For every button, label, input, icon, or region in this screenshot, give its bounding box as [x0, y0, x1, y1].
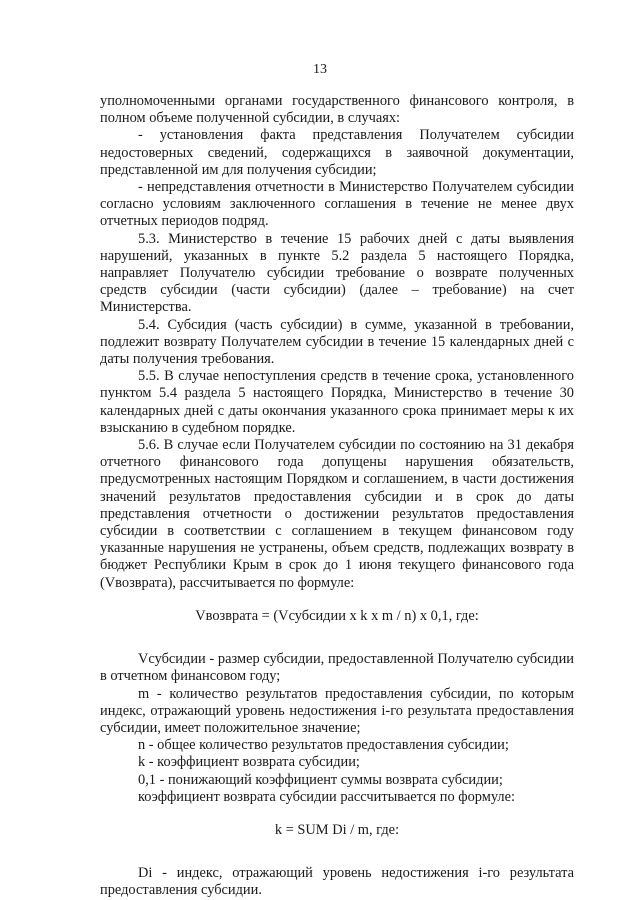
page-number: 13 [313, 62, 327, 77]
definition-k: k - коэффициент возврата субсидии; [138, 754, 360, 771]
formula-return-volume: Vвозврата = (Vсубсидии x k x m / n) x 0,1, где: [195, 607, 479, 624]
paragraph-list-item-2: - непредставления отчетности в Министерство Получателем субсидии согласно условиям заключенного соглашения в течение не менее двух отчетных периодов подряд. [100, 179, 574, 230]
paragraph-5-6: 5.6. В случае если Получателем субсидии по состоянию на 31 декабря отчетного финансового года допущены нарушения обязательств, предусмотренных настоящим Порядком и соглашением, в части достижения значений результатов предоставления субсидии и в срок до даты представления отчетности о достижении результатов предоставления субсидии в соответствии с соглашением в текущем финансовом году указанные нарушения не устранены, объем средств, подлежащих возврату в бюджет Республики Крым в срок до 1 июня текущего финансового года (Vвозврата), рассчитывается по формуле: [100, 437, 574, 591]
definition-n: n - общее количество результатов предоставления субсидии; [138, 737, 509, 754]
paragraph-continuation: уполномоченными органами государственного финансового контроля, в полном объеме полученной субсидии, в случаях: [100, 93, 574, 127]
formula-coefficient: k = SUM Di / m, где: [274, 821, 400, 838]
paragraph-list-item-1: - установления факта представления Получателем субсидии недостоверных сведений, содержащихся в заявочной документации, представленной им для получения субсидии; [100, 127, 574, 178]
definition-coefficient: 0,1 - понижающий коэффициент суммы возврата субсидии; [138, 771, 503, 788]
paragraph-5-4: 5.4. Субсидия (часть субсидии) в сумме, указанной в требовании, подлежит возврату Получателем субсидии в течение 15 календарных дней с даты получения требования. [100, 316, 574, 368]
definition-m: m - количество результатов предоставления субсидии, по которым индекс, отражающий уровень недостижения i-го результата предоставления субсидии, имеет положительное значение; [100, 685, 574, 736]
document-body [100, 93, 574, 900]
definition-v-subsidy: Vсубсидии - размер субсидии, предоставленной Получателю субсидии в отчетном финансовом году; [100, 651, 574, 685]
paragraph-5-5: 5.5. В случае непоступления средств в течение срока, установленного пунктом 5.4 раздела 5 настоящего Порядка, Министерство в течение 30 календарных дней с даты окончания указанного срока принимает меры к их взысканию в судебном порядке. [100, 368, 574, 436]
definition-di: Di - индекс, отражающий уровень недостижения i-го результата предоставления субсидии. [100, 865, 574, 899]
coefficient-intro: коэффициент возврата субсидии рассчитывается по формуле: [138, 788, 515, 805]
paragraph-5-3: 5.3. Министерство в течение 15 рабочих дней с даты выявления нарушений, указанных в пункте 5.2 раздела 5 настоящего Порядка, направляет Получателю субсидии требование о возврате полученных средств субсидии (части субсидии) (далее – требование) на счет Министерства. [100, 230, 574, 316]
